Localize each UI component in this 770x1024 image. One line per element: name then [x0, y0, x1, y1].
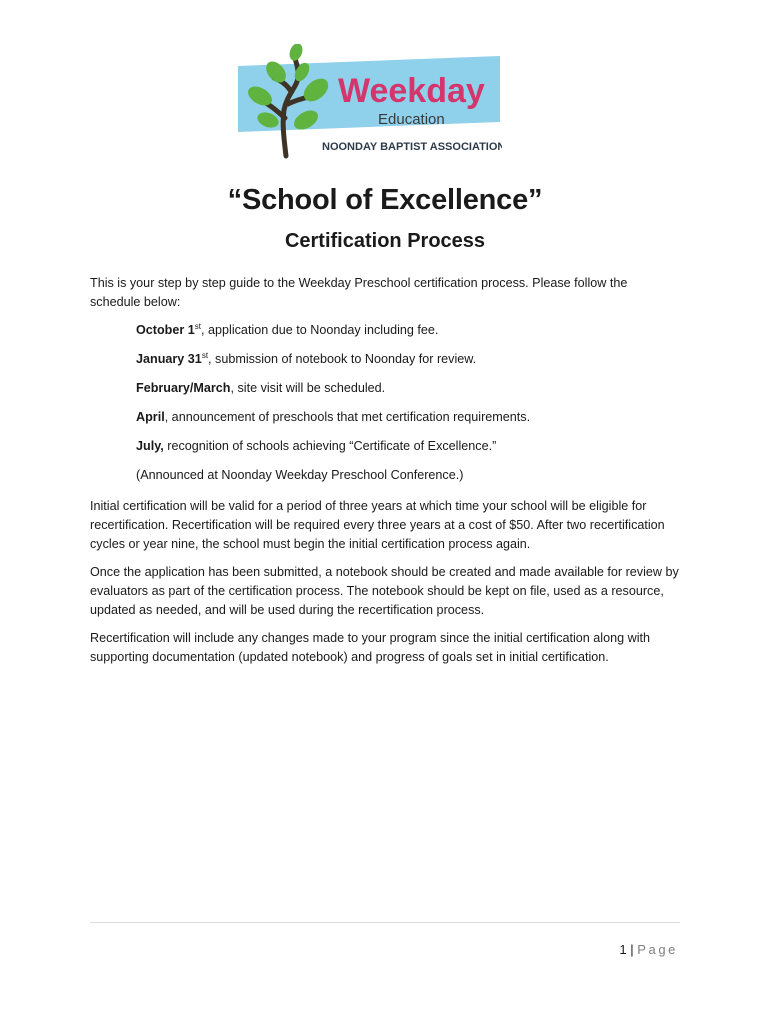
- schedule-item-text: , application due to Noonday including fee.: [201, 323, 439, 337]
- schedule-item: [136, 466, 696, 495]
- footer-separator: |: [630, 942, 634, 957]
- schedule-item-text: recognition of schools achieving “Certificate of Excellence.”: [163, 439, 497, 453]
- page-label: Page: [637, 942, 678, 957]
- schedule-item-date: July,: [136, 439, 164, 453]
- schedule-item: [136, 379, 696, 408]
- schedule-item-suffix: st: [201, 351, 209, 360]
- schedule-item-date: April: [136, 410, 165, 424]
- page-title: “School of Excellence”: [227, 184, 543, 216]
- schedule-item: [136, 350, 696, 379]
- schedule-item-text: , announcement of preschools that met certification requirements.: [164, 410, 531, 424]
- schedule-item-text: , submission of notebook to Noonday for review.: [208, 352, 477, 366]
- weekday-education-logo: [238, 44, 502, 160]
- validity-paragraph: Initial certification will be valid for a period of three years at which time your school will be eligible for recertification. Recertification will be required every three years at a cost of $50. After two recertification cycles or year nine, the school must begin the initial certification process again.: [90, 499, 665, 552]
- page-footer: [619, 942, 678, 957]
- recertification-paragraph: Recertification will include any changes made to your program since the initial certification along with supporting documentation (updated notebook) and progress of goals set in initial certification.: [90, 631, 651, 665]
- tree-logo-graphic: [238, 44, 502, 160]
- logo-association: NOONDAY BAPTIST ASSOCIATION: [322, 141, 502, 153]
- schedule-item-text: , site visit will be scheduled.: [230, 381, 386, 395]
- page-subtitle: Certification Process: [284, 230, 486, 252]
- logo-education: Education: [378, 111, 445, 128]
- schedule-item-suffix: st: [194, 322, 202, 331]
- intro-paragraph: This is your step by step guide to the Weekday Preschool certification process. Please follow the schedule below:: [90, 276, 628, 310]
- footer-divider: [90, 922, 680, 923]
- schedule-list: [136, 321, 696, 495]
- schedule-item: [136, 408, 696, 437]
- schedule-item: [136, 437, 696, 466]
- logo-word: Weekday: [338, 72, 485, 110]
- schedule-item-date: February/March: [136, 381, 231, 395]
- schedule-item-date: October 1: [136, 323, 195, 337]
- schedule-item-date: January 31: [136, 352, 202, 366]
- schedule-item: [136, 321, 696, 350]
- notebook-paragraph: Once the application has been submitted, a notebook should be created and made available for review by evaluators as part of the certification process. The notebook should be kept on file, used as a resource, updated as needed, and will be used during the recertification process.: [90, 565, 679, 618]
- page-number: 1: [619, 942, 627, 957]
- schedule-item-text: (Announced at Noonday Weekday Preschool Conference.): [136, 468, 464, 482]
